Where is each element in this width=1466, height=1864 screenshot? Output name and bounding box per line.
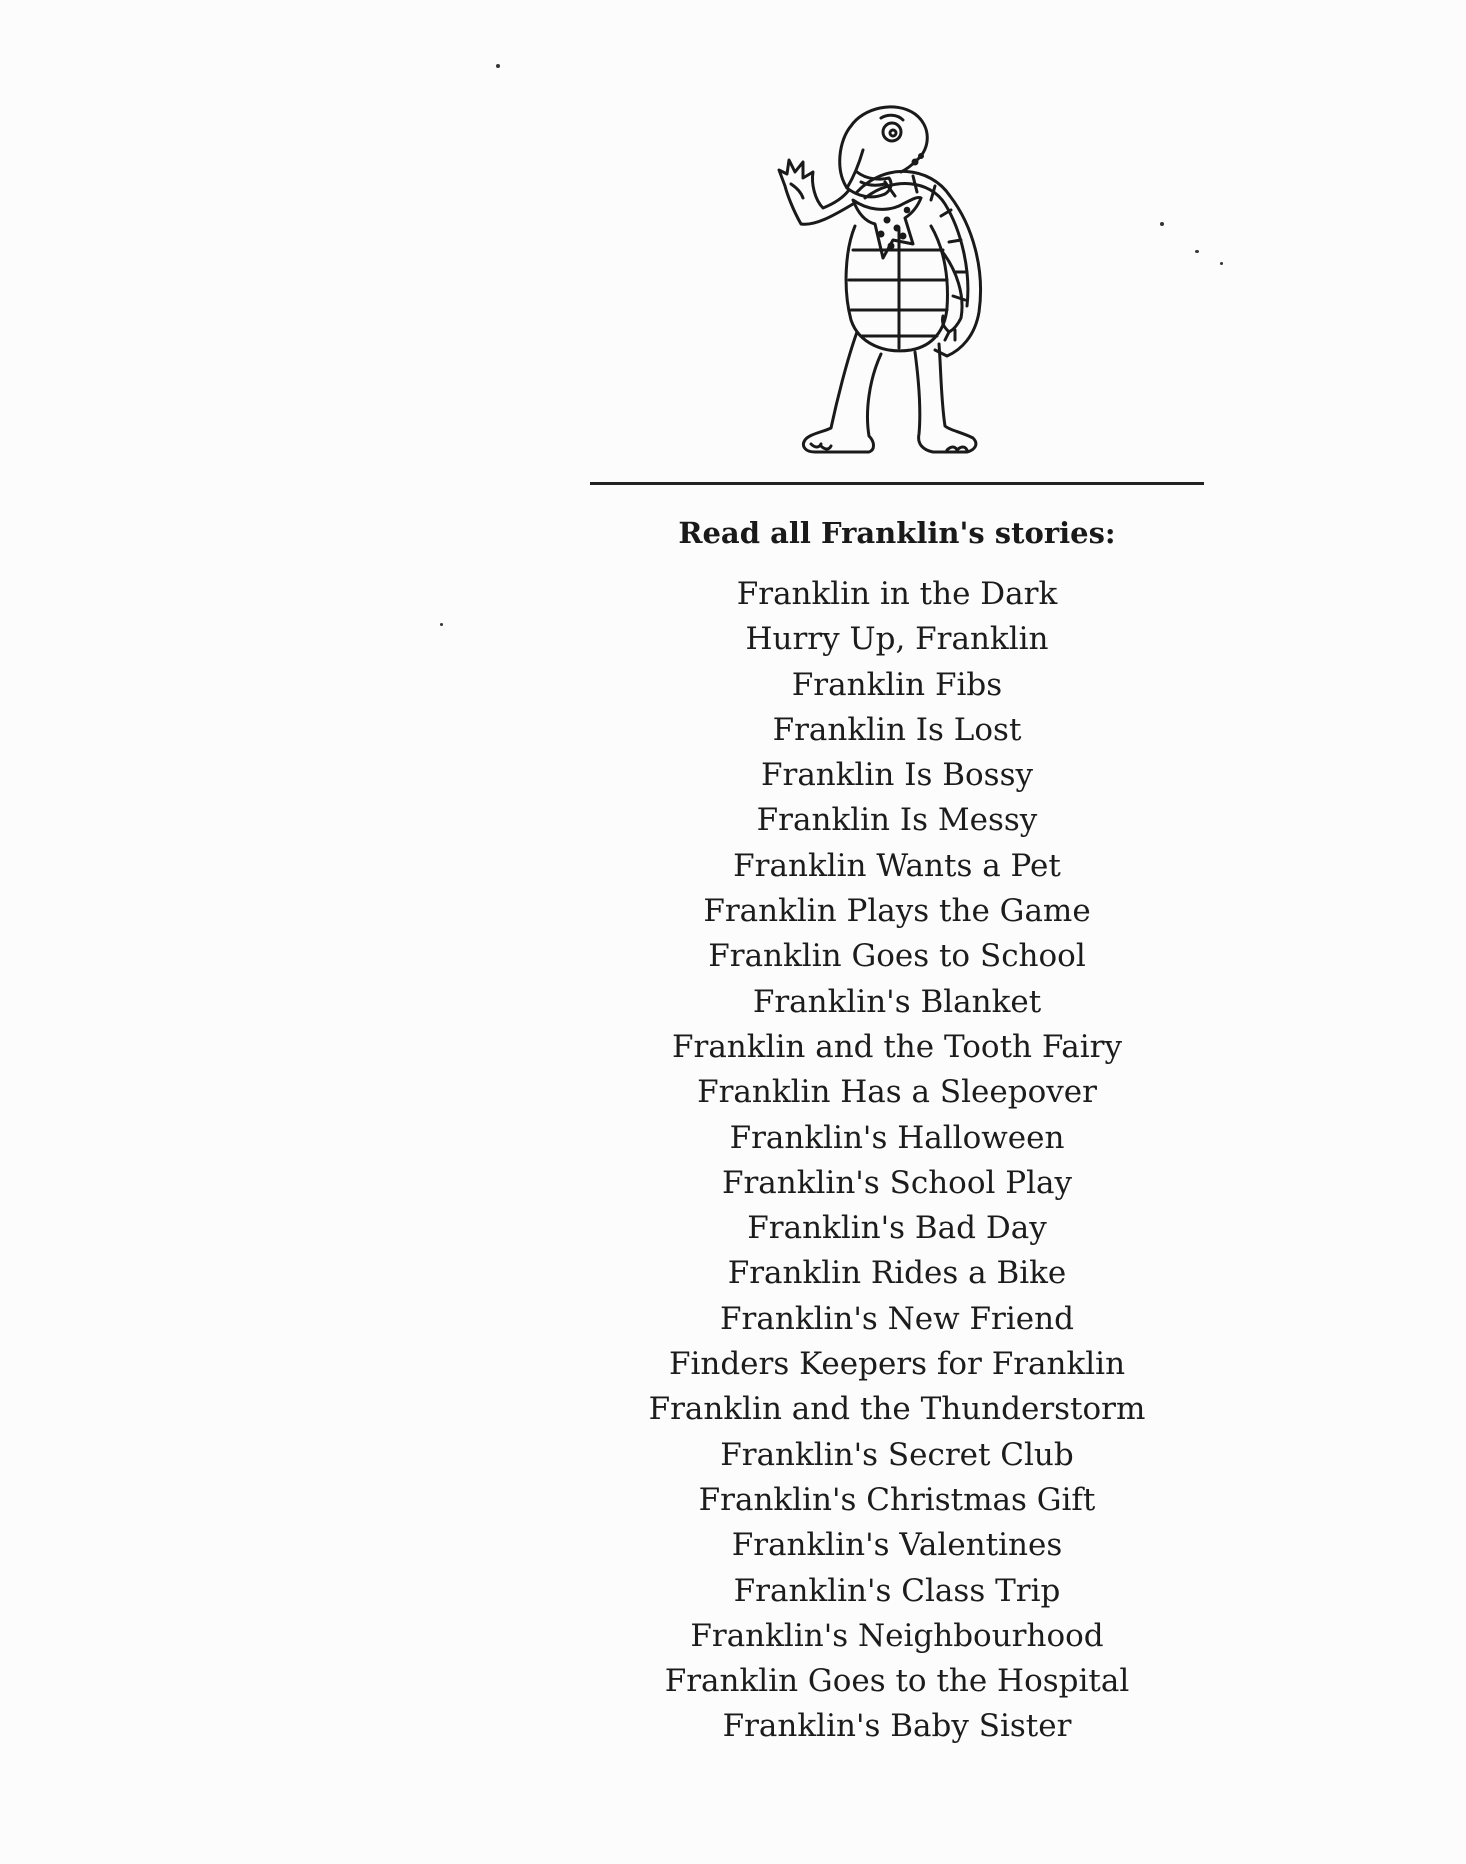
story-title: Franklin's Bad Day — [747, 1210, 1047, 1247]
stories-heading: Read all Franklin's stories: — [678, 516, 1116, 550]
story-title: Franklin's Christmas Gift — [698, 1481, 1096, 1518]
print-speck — [1195, 250, 1199, 253]
story-title: Franklin and the Tooth Fairy — [672, 1028, 1122, 1065]
story-title: Franklin Is Messy — [756, 802, 1038, 839]
turtle-belly — [846, 226, 947, 351]
print-speck — [440, 623, 443, 626]
story-title: Franklin Fibs — [791, 666, 1003, 703]
print-speck — [1160, 222, 1164, 226]
print-speck — [496, 64, 500, 68]
story-title: Finders Keepers for Franklin — [668, 1346, 1126, 1383]
turtle-illustration — [735, 100, 1020, 470]
story-title: Franklin's Halloween — [729, 1119, 1065, 1156]
story-title: Franklin's Neighbourhood — [690, 1617, 1104, 1654]
story-title: Franklin Goes to School — [708, 938, 1086, 975]
story-title: Franklin's Class Trip — [733, 1572, 1061, 1609]
story-title: Franklin and the Thunderstorm — [648, 1391, 1146, 1428]
story-title: Franklin's Baby Sister — [722, 1708, 1072, 1745]
story-title: Franklin Goes to the Hospital — [664, 1663, 1130, 1700]
print-speck — [1220, 262, 1223, 265]
story-title: Franklin Has a Sleepover — [697, 1074, 1097, 1111]
turtle-legs — [803, 332, 881, 452]
story-title: Franklin Rides a Bike — [727, 1255, 1067, 1292]
story-title: Franklin's Secret Club — [720, 1436, 1074, 1473]
horizontal-rule — [590, 482, 1204, 485]
story-title: Franklin Plays the Game — [703, 893, 1091, 930]
story-title: Franklin Wants a Pet — [733, 847, 1061, 884]
story-title: Franklin's Blanket — [752, 983, 1042, 1020]
story-title: Franklin's New Friend — [720, 1300, 1074, 1337]
story-title: Hurry Up, Franklin — [745, 621, 1049, 658]
story-title-list — [590, 572, 1204, 1750]
story-title: Franklin Is Bossy — [761, 757, 1033, 794]
story-title: Franklin's Valentines — [731, 1527, 1063, 1564]
story-title: Franklin Is Lost — [772, 711, 1022, 748]
turtle-arm — [779, 160, 853, 224]
story-title: Franklin in the Dark — [736, 576, 1058, 612]
story-title: Franklin's School Play — [721, 1164, 1073, 1201]
